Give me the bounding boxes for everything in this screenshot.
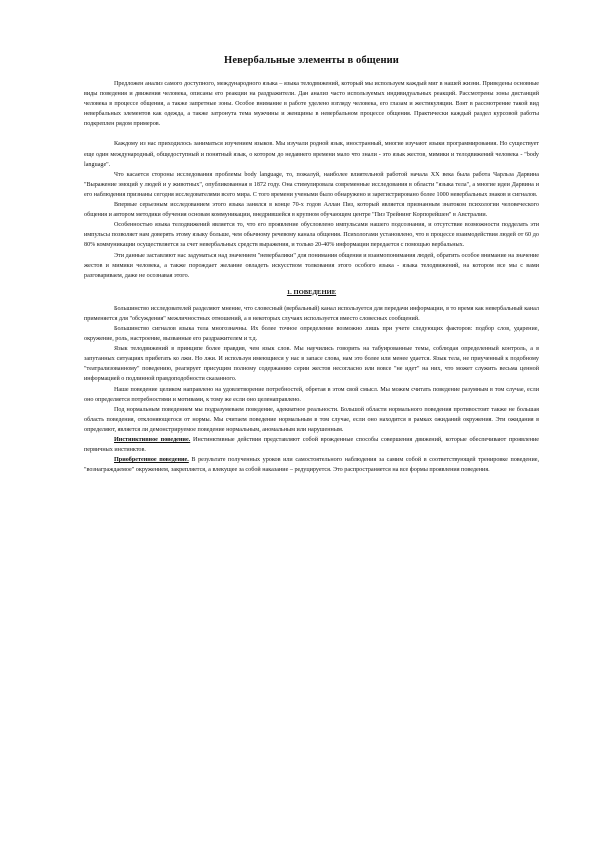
section-paragraph: Наше поведение целиком направлено на удовлетворение потребностей, обретая в этом свой смысл. Мы можем считать поведение разумным в том случае, если оно определяется потребностями и мотивами, к тому же если оно целенаправлено. [84, 386, 539, 403]
body-paragraph: Эти данные заставляют нас задуматься над значением "невербалики" для понимания общения и взаимопонимания людей, обратить особое внимание на значение жестов и мимики человека, а также порождает желание овладеть искусством толкования этого особого языка - языка телодвижений, на котором все мы с вами разговариваем, даже не осознавая этого. [84, 252, 539, 279]
paragraph-spacer [84, 281, 539, 289]
instinctive-behavior-text: Инстинктивные действия представляют собой врожденные способы совершения движений, которые обеспечивают проявление первичных инстинктов. [84, 437, 539, 454]
paragraph-spacer [84, 129, 539, 139]
acquired-behavior-text: В результате полученных уроков или самостоятельного наблюдения за самим собой в соответствующей тренировке поведение, "вознаграждаемое" окружением, закрепляется, а влекущее за собой наказание – редуцируется. Это распространяется на все формы проявления поведения. [84, 457, 539, 474]
section-paragraph: Большинство сигналов языка тела многозначны. Их более точное определение возможно лишь при учете следующих факторов: подбор слов, ударение, окружение, роль, настроение, вызванные его раздражителем и т.д. [84, 325, 539, 343]
page-title: Невербальные элементы в общении [224, 55, 399, 66]
section-paragraph: Под нормальным поведением мы подразумеваем поведение, адекватное реальности. Большой области нормального поведения противостоит также не большая область поведения, отклоняющегося от нормы. Мы считаем поведение нормальным в том случае, если оно находится в рамках ожиданий окружения. Эти ожидания в определяют, является ли демонстрируемое поведение нормальным, аномальным или нарушенным. [84, 406, 539, 433]
instinctive-behavior-paragraph [84, 435, 539, 455]
acquired-behavior-paragraph [84, 455, 539, 475]
body-paragraph: Впервые серьезным исследованием этого языка занялся в конце 70-х годов Аллан Пиз, который является признанным знатоком психологии человеческого общения и автором методики обучения основам коммуникации, внедрившейся в крупном обучающем центре "Пиз Трейнинг Корпорейшен" в Австралии. [84, 202, 539, 219]
section-heading: 1. ПОВЕДЕНИЕ [286, 288, 337, 296]
body-paragraph: Что касается стороны исследования проблемы body language, то, пожалуй, наиболее влиятельной работой начала XX века была работа Чарльза Дарвина "Выражение эмоций у людей и у животных", опубликованная в 1872 году. Она стимулировала современные исследования в области "языка тела", а многие идеи Дарвина и его наблюдения признаны сегодня исследователями всего мира. С того времени учеными было обнаружено и зарегистрировано более 1000 невербальных знаков и сигналов. [84, 171, 539, 198]
body-paragraph: Особенностью языка телодвижений является то, что его проявление обусловлено импульсами нашего подсознания, и отсутствие возможности подделать эти импульсы позволяет нам доверять этому языку больше, чем обычному речевому канала общения. Психологами установлено, что в процессе взаимодействия людей от 60 до 80% коммуникации осуществляется за счет невербальных средств выражения, и только 20-40% информации передается с помощью вербальных. [84, 222, 539, 249]
acquired-behavior-term: Приобретенное поведение. [114, 457, 189, 464]
intro-paragraph: Предложен анализ самого доступного, международного языка – языка телодвижений, который мы используем каждый миг в нашей жизни. Приведены основные виды поведения и движения человека, описаны его реакции на раздражители. Дан анализ часто используемых индивидуальных реакций. Рассмотрены зоны дистанций человека в процессе общения, а также запретные зоны. Особое внимание в работе уделено взгляду человека, его глазам и жестикуляции. Взят в рассмотрение такой вид невербальных элементов как одежда, а также затронута тема мужчины и женщины в невербальном процессе общения. Практически каждый раздел курсовой работы подкреплен рядом примеров. [84, 81, 539, 128]
section-paragraph: Язык телодвижений в принципе более правдив, чем язык слов. Мы научились говорить на табуированные темы, соблюдая определенный контроль, а в запутанных ситуациях прибегать ко лжи. Но лжи. И используя имеющиеся у нас в запасе слова, нам это более или менее удается. Язык тела, не приученный к подобному "театрализованному" поведению, реагирует присущим полному содержанию серии жестов несогласно или вовсе "не идет" на них, что может служить весьма ценной информацией о подлинной правдоподобности сказанного. [84, 346, 539, 383]
document-content [84, 55, 539, 475]
section-paragraph: Большинство исследователей разделяют мнение, что словесный (вербальный) канал используется для передачи информации, в то время как невербальный канал применяется для "обсуждения" межличностных отношений, а в некоторых случаях используется вместо словесных сообщений. [84, 305, 539, 322]
body-paragraph: Каждому из нас приходилось заниматься изучением языков. Мы изучали родной язык, иностранный, многие изучают языки программирования. Но существует еще один международный, общедоступный и понятный язык, о котором до недавнего времени мало что знали - это язык жестов, мимики и телодвижений человека - "body language". [84, 141, 539, 168]
instinctive-behavior-term: Инстинктивное поведение. [114, 437, 191, 443]
